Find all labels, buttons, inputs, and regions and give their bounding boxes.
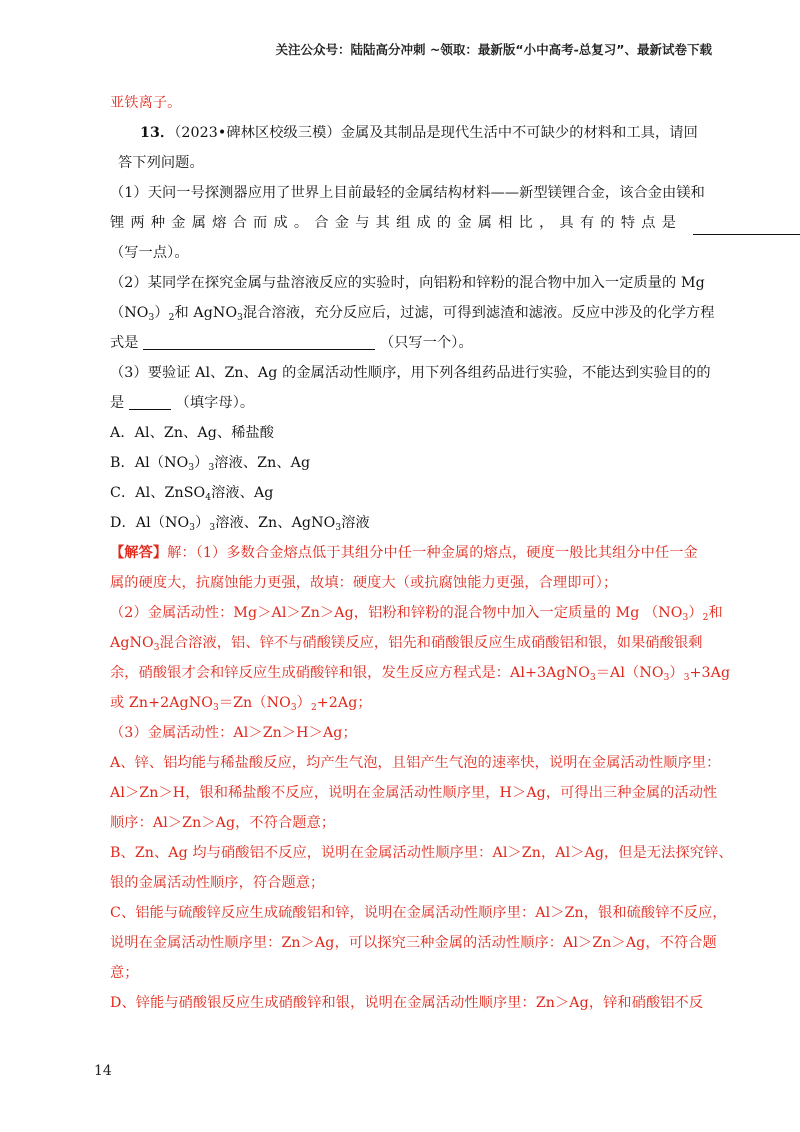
text-line: （2）某同学在探究金属与盐溶液反应的实验时，向铝粉和锌粉的混合物中加入一定质量的 Mg bbox=[110, 275, 705, 291]
option-a: A．Al、Zn、Ag、稀盐酸 bbox=[110, 425, 275, 441]
answer-line: 意； bbox=[110, 965, 139, 981]
answer-line: 属的硬度大，抗腐蚀能力更强，故填：硬度大（或抗腐蚀能力更强，合理即可）； bbox=[110, 575, 618, 591]
answer-blank[interactable] bbox=[693, 233, 800, 235]
text-line: 锂两种金属熔合而成。合金与其组成的金属相比，具有的特点是 bbox=[110, 215, 676, 231]
page-header: 关注公众号：陆陆高分冲刺 ~领取：最新版“小中高考-总复习”、最新试卷下载 bbox=[275, 42, 712, 57]
text-line: 答下列问题。 bbox=[118, 155, 204, 171]
text-line: $(NO_3)_2$和 AgNO$_3$混合溶液，充分反应后，过滤，可得到滤渣和滤液。反应中涉及的化学方程 bbox=[110, 305, 715, 323]
answer-line: 说明在金属活动性顺序里：Zn＞Ag，可以探究三种金属的活动性顺序：Al＞Zn＞Ag，不符合题 bbox=[110, 935, 717, 951]
page-number: 14 bbox=[94, 1063, 112, 1079]
answer-line: 余，硝酸银才会和锌反应生成硝酸锌和银，发生反应方程式是：$Al+3AgNO_3=Al(NO_3)_3+3Ag$ bbox=[110, 665, 731, 683]
option-b: B．$Al(NO_3)_3$溶液、Zn、Ag bbox=[110, 455, 311, 473]
option-c: C．Al、ZnSO$_4$溶液、Ag bbox=[110, 485, 274, 503]
answer-tag: 【解答】 bbox=[110, 545, 168, 561]
text-line: （写一点）。 bbox=[110, 245, 189, 261]
answer-line: D、锌能与硝酸银反应生成硝酸锌和银，说明在金属活动性顺序里：Zn＞Ag，锌和硝酸铝不反 bbox=[110, 995, 704, 1011]
answer-line: Al＞Zn＞H，银和稀盐酸不反应，说明在金属活动性顺序里，H＞Ag，可得出三种金属的活动性 bbox=[110, 785, 718, 801]
option-d: D．$Al(NO_3)_3$溶液、Zn、AgNO$_3$溶液 bbox=[110, 515, 370, 533]
answer-line: 【解答】解：（1）多数合金熔点低于其组分中任一种金属的熔点，硬度一般比其组分中任一金 bbox=[110, 545, 698, 561]
text-line: 是 （填字母）。 bbox=[110, 395, 255, 411]
answer-line: 或 $Zn+2AgNO_3=Zn(NO_3)_2+2Ag$； bbox=[110, 695, 372, 713]
text-line: （1）天问一号探测器应用了世界上目前最轻的金属结构材料——新型镁锂合金，该合金由镁和 bbox=[110, 185, 705, 201]
answer-blank[interactable] bbox=[143, 333, 375, 350]
text-line: （3）要验证 Al、Zn、Ag 的金属活动性顺序，用下列各组药品进行实验，不能达到实验目的的 bbox=[110, 365, 711, 381]
answer-line: 银的金属活动性顺序，符合题意； bbox=[110, 875, 325, 891]
question-number: 13． bbox=[140, 125, 175, 141]
answer-line: （3）金属活动性：Al＞Zn＞H＞Ag； bbox=[110, 725, 357, 741]
text-line: 亚铁离子。 bbox=[110, 95, 182, 111]
answer-line: C、铝能与硫酸锌反应生成硫酸铝和锌，说明在金属活动性顺序里：Al＞Zn，银和硫酸锌不反应， bbox=[110, 905, 727, 921]
answer-line: A、锌、铝均能与稀盐酸反应，均产生气泡，且铝产生气泡的速率快，说明在金属活动性顺序里： bbox=[110, 755, 721, 771]
answer-line: B、Zn、Ag 均与硝酸铝不反应，说明在金属活动性顺序里：Al＞Zn，Al＞Ag，但是无法探究锌、 bbox=[110, 845, 733, 861]
answer-line: AgNO$_3$混合溶液，铝、锌不与硝酸镁反应，铝先和硝酸银反应生成硝酸铝和银，如果硝酸银剩 bbox=[110, 635, 703, 653]
answer-blank[interactable] bbox=[129, 393, 171, 410]
document-body bbox=[110, 88, 733, 1018]
answer-line: 顺序：Al＞Zn＞Ag，不符合题意； bbox=[110, 815, 336, 831]
question-source: （2023•碑林区校级三模）金属及其制品是现代生活中不可缺少的材料和工具，请回 bbox=[174, 125, 698, 141]
text-line: 式是 （只写一个）。 bbox=[110, 335, 473, 351]
answer-line: （2）金属活动性：Mg＞Al＞Zn＞Ag，铝粉和锌粉的混合物中加入一定质量的 Mg $(NO_3)_2$和 bbox=[110, 605, 723, 623]
question-13-title bbox=[110, 118, 730, 148]
